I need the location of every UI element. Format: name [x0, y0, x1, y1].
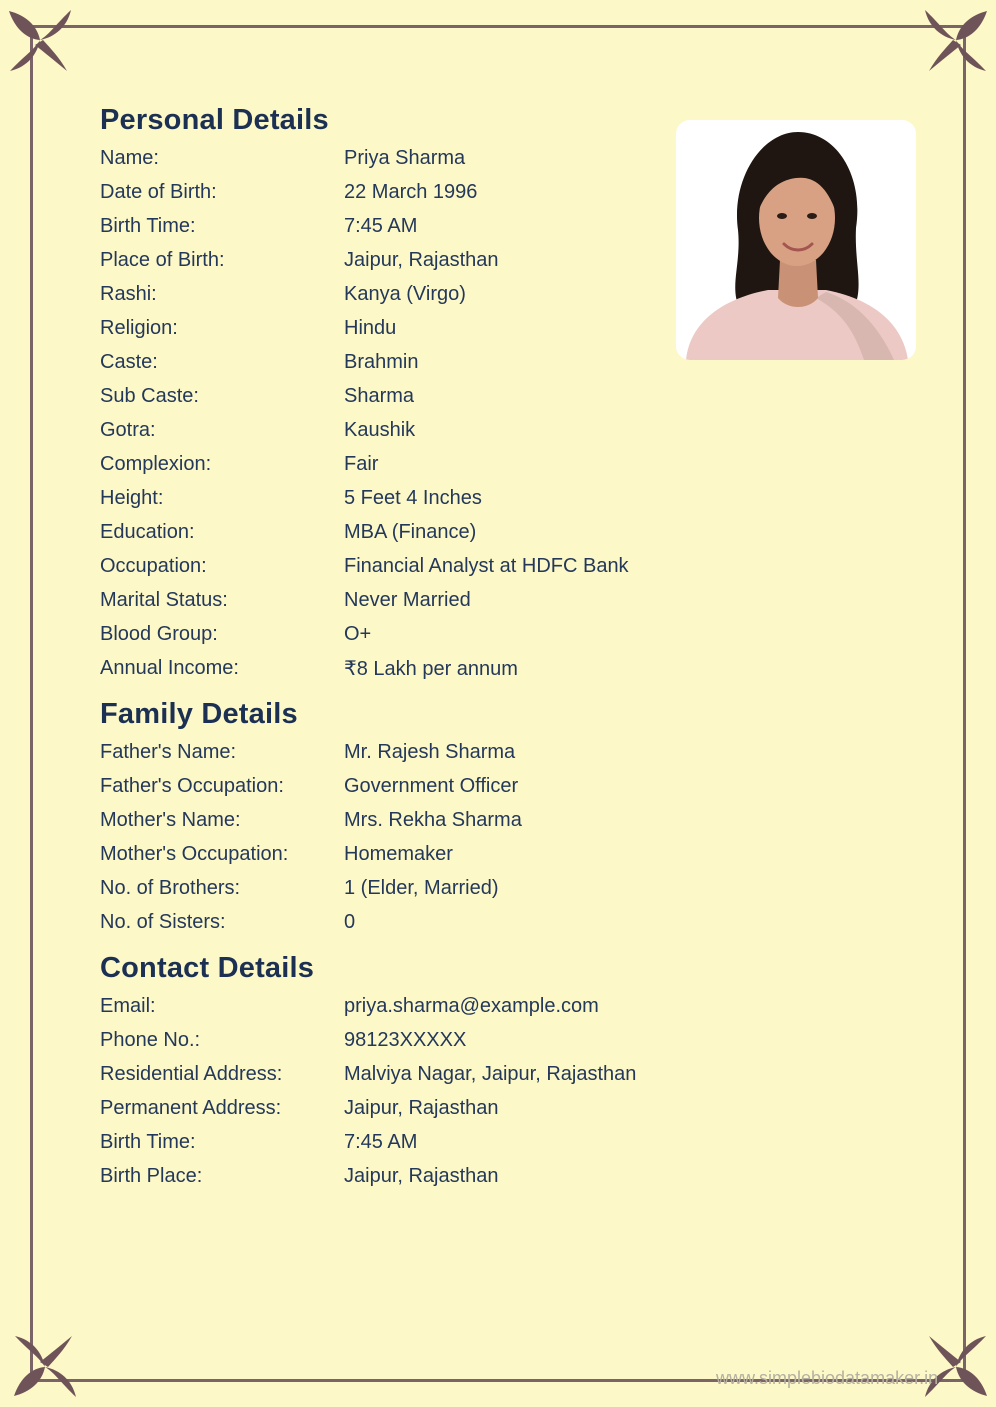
detail-row	[100, 209, 700, 243]
detail-value: Jaipur, Rajasthan	[344, 1164, 499, 1187]
detail-row	[100, 803, 700, 837]
contact-details-list	[100, 989, 700, 1193]
detail-value: Malviya Nagar, Jaipur, Rajasthan	[344, 1062, 637, 1085]
personal-details-heading: Personal Details	[100, 104, 329, 136]
corner-ornament-icon	[10, 1332, 80, 1402]
detail-label: Date of Birth:	[100, 180, 217, 203]
detail-value: 22 March 1996	[344, 180, 478, 203]
detail-label: Birth Place:	[100, 1164, 203, 1187]
detail-label: Blood Group:	[100, 622, 218, 645]
detail-label: Height:	[100, 486, 164, 509]
detail-label: Rashi:	[100, 282, 157, 305]
email-value[interactable]: priya.sharma@example.com	[344, 994, 599, 1017]
detail-row	[100, 1023, 700, 1057]
detail-row	[100, 481, 700, 515]
detail-row	[100, 769, 700, 803]
detail-label: Father's Occupation:	[100, 774, 284, 797]
detail-row	[100, 989, 700, 1023]
personal-details-list	[100, 141, 700, 685]
detail-value: 7:45 AM	[344, 1130, 418, 1153]
detail-label: Sub Caste:	[100, 384, 199, 407]
detail-row	[100, 871, 700, 905]
detail-value: Priya Sharma	[344, 146, 466, 169]
detail-value: Kaushik	[344, 418, 416, 441]
detail-value: Mr. Rajesh Sharma	[344, 740, 516, 763]
detail-value: Fair	[344, 452, 379, 475]
detail-label: No. of Brothers:	[100, 876, 241, 899]
detail-row	[100, 837, 700, 871]
detail-label: Birth Time:	[100, 214, 196, 237]
detail-label: Place of Birth:	[100, 248, 225, 271]
detail-row	[100, 345, 700, 379]
detail-value: 5 Feet 4 Inches	[344, 486, 482, 509]
detail-value: Kanya (Virgo)	[344, 282, 466, 305]
detail-row	[100, 277, 700, 311]
detail-row	[100, 1091, 700, 1125]
detail-value: Jaipur, Rajasthan	[344, 1096, 499, 1119]
detail-label: No. of Sisters:	[100, 910, 226, 933]
detail-row	[100, 311, 700, 345]
detail-row	[100, 413, 700, 447]
detail-label: Residential Address:	[100, 1062, 283, 1085]
detail-row	[100, 1159, 700, 1193]
detail-row	[100, 243, 700, 277]
detail-label: Gotra:	[100, 418, 156, 441]
detail-row	[100, 583, 700, 617]
profile-photo-icon	[676, 120, 916, 360]
detail-label: Education:	[100, 520, 195, 543]
detail-value: 1 (Elder, Married)	[344, 876, 499, 899]
detail-label: Complexion:	[100, 452, 212, 475]
detail-row	[100, 651, 700, 685]
detail-label: Name:	[100, 146, 159, 169]
detail-value: O+	[344, 622, 372, 645]
detail-value: Never Married	[344, 588, 471, 611]
detail-value: Financial Analyst at HDFC Bank	[344, 554, 629, 577]
detail-label: Religion:	[100, 316, 178, 339]
detail-label: Mother's Name:	[100, 808, 241, 831]
detail-row	[100, 175, 700, 209]
detail-value: ₹8 Lakh per annum	[344, 657, 518, 680]
detail-row	[100, 379, 700, 413]
detail-label: Marital Status:	[100, 588, 228, 611]
detail-value: Jaipur, Rajasthan	[344, 248, 499, 271]
detail-row	[100, 141, 700, 175]
detail-row	[100, 447, 700, 481]
detail-label: Phone No.:	[100, 1028, 201, 1051]
contact-details-heading: Contact Details	[100, 952, 315, 984]
detail-value: Mrs. Rekha Sharma	[344, 808, 522, 831]
detail-row	[100, 905, 700, 939]
detail-value: 0	[344, 910, 356, 933]
detail-label: Father's Name:	[100, 740, 237, 763]
corner-ornament-icon	[921, 1332, 991, 1402]
detail-value: Hindu	[344, 316, 397, 339]
detail-value: Brahmin	[344, 350, 419, 373]
detail-row	[100, 1057, 700, 1091]
detail-label: Annual Income:	[100, 656, 239, 679]
detail-value: 7:45 AM	[344, 214, 418, 237]
detail-label: Birth Time:	[100, 1130, 196, 1153]
detail-value: MBA (Finance)	[344, 520, 477, 543]
detail-value: Government Officer	[344, 774, 519, 797]
detail-label: Permanent Address:	[100, 1096, 282, 1119]
detail-row	[100, 549, 700, 583]
family-details-list	[100, 735, 700, 939]
corner-ornament-icon	[5, 5, 75, 75]
watermark: www.simplebiodatamaker.in	[716, 1368, 939, 1388]
detail-row	[100, 1125, 700, 1159]
detail-row	[100, 515, 700, 549]
corner-ornament-icon	[921, 5, 991, 75]
detail-label: Occupation:	[100, 554, 207, 577]
detail-row	[100, 617, 700, 651]
detail-value: Homemaker	[344, 842, 453, 865]
phone-value: 98123XXXXX	[344, 1028, 467, 1051]
profile-photo	[676, 120, 916, 360]
family-details-heading: Family Details	[100, 698, 298, 730]
detail-value: Sharma	[344, 384, 415, 407]
detail-row	[100, 735, 700, 769]
detail-label: Mother's Occupation:	[100, 842, 289, 865]
detail-label: Email:	[100, 994, 156, 1017]
detail-label: Caste:	[100, 350, 158, 373]
